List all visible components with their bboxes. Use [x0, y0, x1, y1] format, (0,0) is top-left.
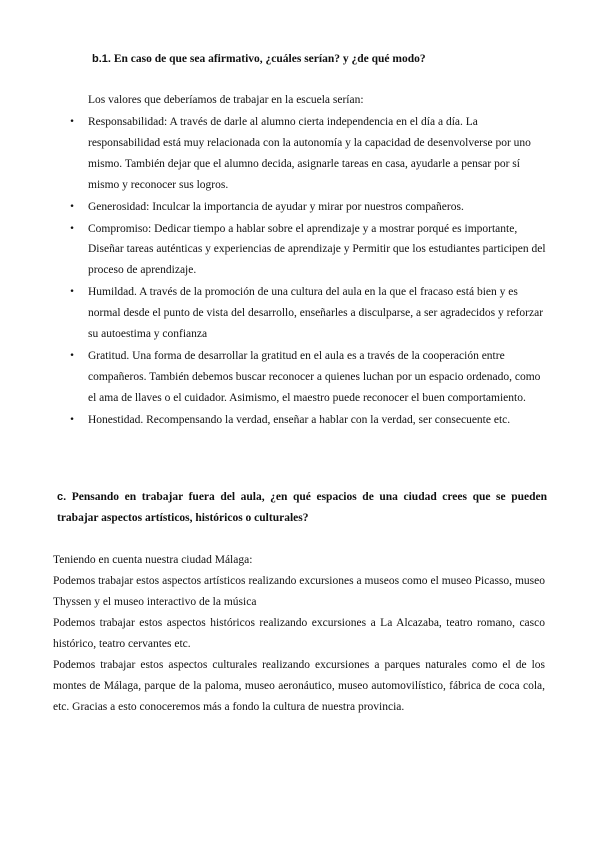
section-c-number: c. — [57, 491, 67, 503]
list-item — [66, 410, 546, 431]
list-item — [66, 282, 546, 345]
section-c-heading — [57, 487, 547, 529]
bullet-icon: • — [69, 287, 75, 298]
list-item-text: Generosidad: Inculcar la importancia de ayudar y mirar por nuestros compañeros. — [88, 200, 464, 213]
list-item — [66, 219, 546, 282]
paragraph: Podemos trabajar estos aspectos históricos realizando excursiones a La Alcazaba, teatro romano, casco histórico, teatro cervantes etc. — [53, 617, 545, 650]
list-item-text: Honestidad. Recompensando la verdad, enseñar a hablar con la verdad, ser consecuente etc. — [88, 413, 511, 426]
section-b1-number: b.1. — [92, 53, 111, 65]
section-c-title: Pensando en trabajar fuera del aula, ¿en qué espacios de una ciudad crees que se pueden trabajar aspectos artísticos, históricos o culturales? — [57, 491, 547, 524]
list-item — [66, 346, 546, 409]
bullet-icon: • — [69, 223, 75, 234]
section-b1-title: En caso de que sea afirmativo, ¿cuáles serían? y ¿de qué modo? — [113, 53, 426, 65]
bullet-icon: • — [69, 201, 75, 212]
list-item-text: Compromiso: Dedicar tiempo a hablar sobre el aprendizaje y a mostrar porqué es importante, Diseñar tareas auténticas y experiencias de aprendizaje y Permitir que los estudiantes participen del proceso de aprendizaje. — [88, 222, 546, 277]
section-c-body — [53, 550, 545, 718]
list-item-text: Humildad. A través de la promoción de una cultura del aula en la que el fracaso está bien y es normal desde el punto de vista del desarrollo, enseñarles a disculparse, a ser agradecidos y reforzar su autoestima y confianza — [88, 286, 544, 341]
paragraph: Podemos trabajar estos aspectos artísticos realizando excursiones a museos como el museo Picasso, museo Thyssen y el museo interactivo de la música — [53, 575, 545, 608]
values-list — [66, 112, 546, 432]
list-item-text: Responsabilidad: A través de darle al alumno cierta independencia en el día a día. La responsabilidad está muy relacionada con la autonomía y la capacidad de desenvolverse por uno mismo. También dejar que el alumno decida, asignarle tareas en casa, ayudarle a pensar por sí mismo y reconocer sus logros. — [88, 116, 531, 191]
paragraph: Teniendo en cuenta nuestra ciudad Málaga: — [53, 554, 253, 566]
paragraph: Podemos trabajar estos aspectos culturales realizando excursiones a parques naturales como el de los montes de Málaga, parque de la paloma, museo aeronáutico, museo automovilístico, fábrica de coca cola, etc. Gracias a esto conoceremos más a fondo la cultura de nuestra provincia. — [53, 659, 545, 713]
list-item — [66, 197, 546, 218]
bullet-icon: • — [69, 350, 75, 361]
bullet-icon: • — [69, 117, 75, 127]
section-b1-heading — [92, 49, 562, 70]
list-item — [66, 112, 546, 196]
section-b1-intro: Los valores que deberíamos de trabajar en la escuela serían: — [88, 94, 364, 106]
bullet-icon: • — [69, 414, 75, 425]
list-item-text: Gratitud. Una forma de desarrollar la gratitud en el aula es a través de la cooperación entre compañeros. También debemos buscar reconocer a quienes luchan por un espacio ordenado, como el ama de llaves o el cuidador. Asimismo, el maestro puede reconocer el buen comportamiento. — [88, 349, 541, 404]
